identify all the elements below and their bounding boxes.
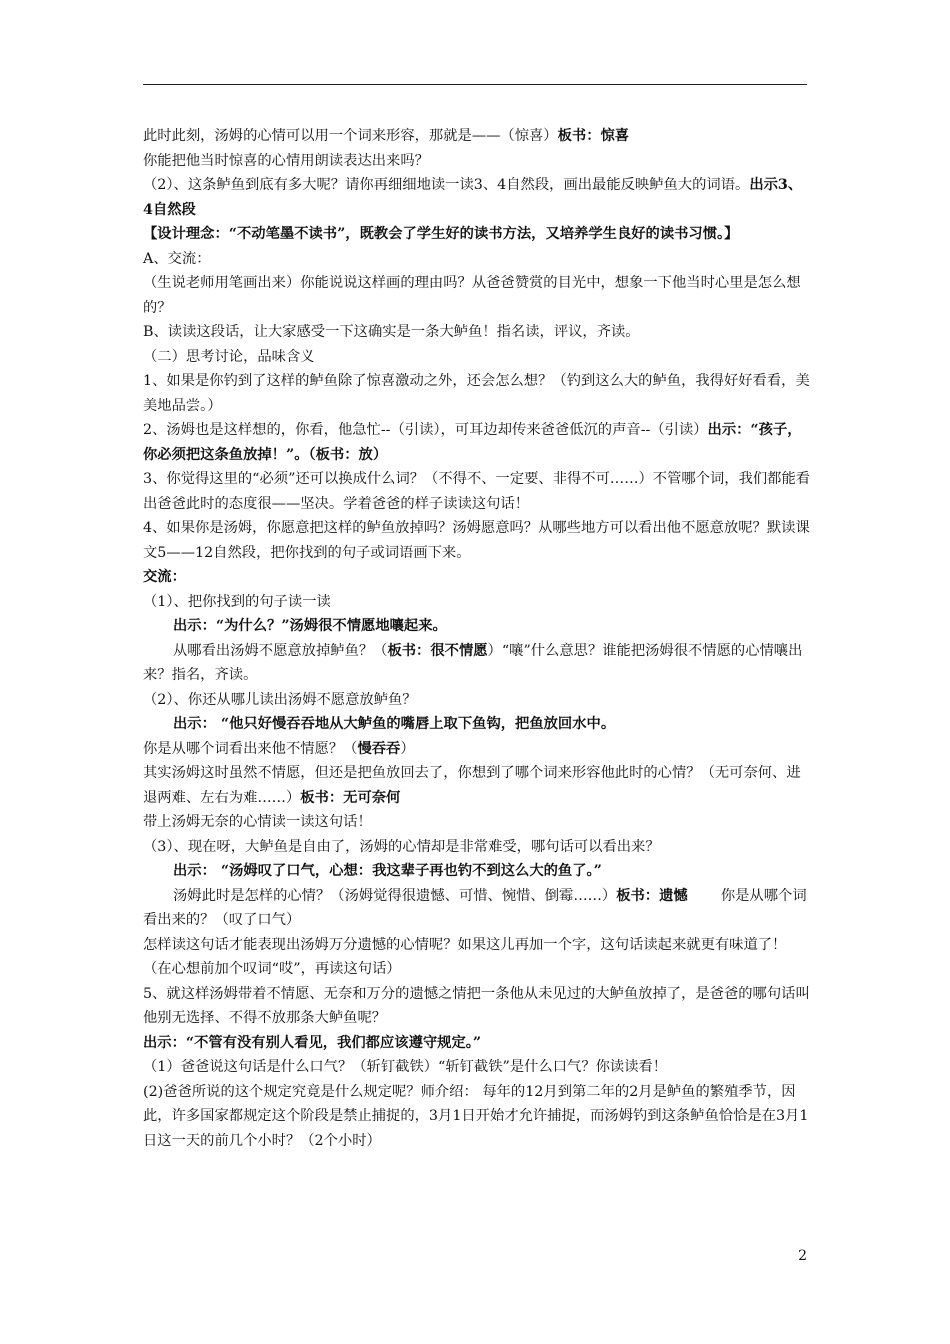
paragraph: [143, 884, 811, 933]
paragraph: [143, 639, 811, 688]
paragraph: [143, 688, 811, 713]
text-run: ）: [400, 740, 415, 757]
paragraph: [143, 859, 811, 884]
paragraph: [143, 1031, 811, 1056]
text-run: （3）、现在呀，大鲈鱼是自由了，汤姆的心情却是非常难受，哪句话可以看出来？: [143, 838, 660, 855]
text-run: 1、如果是你钓到了这样的鲈鱼除了惊喜激动之外，还会怎么想？（钓到这么大的鲈鱼，我得好好看看，美美地品尝。）: [143, 373, 810, 414]
paragraph: [143, 369, 811, 418]
bold-text: 出示：“孩子，你必须把这条鱼放掉！”。（板书：放）: [143, 422, 802, 463]
paragraph: [143, 614, 811, 639]
text-run: 此时此刻，汤姆的心情可以用一个词来形容，那就是——（惊喜）: [143, 128, 558, 144]
paragraph: [143, 590, 811, 615]
bold-text: 交流：: [143, 569, 186, 585]
paragraph: [143, 712, 811, 737]
text-run: 带上汤姆无奈的心情读一读这句话！: [143, 814, 372, 830]
page-number: 2: [798, 1248, 807, 1264]
text-run: 5、就这样汤姆带着不情愿、无奈和万分的遗憾之情把一条他从未见过的大鲈鱼放掉了，是爸爸的哪句话叫他别无选择、不得不放那条大鲈鱼呢？: [143, 985, 810, 1026]
text-run: （1）、把你找到的句子读一读: [143, 593, 331, 610]
text-run: 从哪看出汤姆不愿意放掉鲈鱼？（: [173, 642, 388, 659]
text-run: B、读读这段话，让大家感受一下这确实是一条大鲈鱼！指名读，评议，齐读。: [143, 324, 640, 340]
paragraph: [143, 835, 811, 860]
text-run: 怎样读这句话才能表现出汤姆万分遗憾的心情呢？如果这儿再加一个字，这句话读起来就更有味道了！（在心想前加个叹词“哎”，再读这句话）: [143, 936, 787, 977]
text-run: （1）爸爸说这句话是什么口气？（斩钉截铁）“斩钉截铁”是什么口气？你读读看！: [143, 1059, 668, 1075]
text-run: （生说老师用笔画出来）你能说说这样画的理由吗？从爸爸赞赏的目光中，想象一下他当时心里是怎么想的？: [143, 275, 801, 316]
paragraph: [143, 810, 811, 835]
text-run: 2、汤姆也是这样想的，你看，他急忙--（引读），可耳边却传来爸爸低沉的声音--（引读）: [143, 422, 708, 438]
text-run: （二）思考讨论，品味含义: [143, 348, 315, 365]
bold-text: 出示： “汤姆叹了口气，心想：我这辈子再也钓不到这么大的鱼了。”: [173, 863, 602, 879]
paragraph: [143, 565, 811, 590]
paragraph: [143, 933, 811, 982]
paragraph: [143, 982, 811, 1031]
bold-text: 板书：无可奈何: [300, 789, 401, 806]
paragraph: [143, 247, 811, 272]
paragraph: [143, 173, 811, 222]
text-run: （2）、这条鲈鱼到底有多大呢？请你再细细地读一读3、4自然段，画出最能反映鲈鱼大的词语。: [143, 177, 750, 193]
text-run: 4、如果你是汤姆，你愿意把这样的鲈鱼放掉吗？汤姆愿意吗？从哪些地方可以看出他不愿意放呢？默读课文5——12自然段，把你找到的句子或词语画下来。: [143, 520, 810, 561]
paragraph: [143, 345, 811, 370]
text-run: 3、你觉得这里的“必须”还可以换成什么词？（不得不、一定要、非得不可……）不管哪个词，我们都能看出爸爸此时的态度很——坚决。学着爸爸的样子读读这句话！: [143, 471, 811, 512]
paragraph: [143, 1080, 811, 1154]
text-run: A、交流：: [143, 250, 211, 267]
text-run: ）“嚷”什么意思？谁能把汤姆很不情愿的心情嚷出来？指名，齐读。: [143, 642, 803, 683]
paragraph: [143, 1055, 811, 1080]
paragraph: [143, 761, 811, 810]
bold-text: 板书：很不情愿: [387, 642, 488, 659]
paragraph: [143, 737, 811, 762]
text-run: 其实汤姆这时虽然不情愿，但还是把鱼放回去了，你想到了哪个词来形容他此时的心情？（无可奈何、进退两难、左右为难……）: [143, 765, 801, 806]
bold-text: 出示3、4自然段: [143, 177, 803, 218]
text-run: 你是从哪个词看出来的？（叹了口气）: [143, 887, 807, 928]
text-run: 你是从哪个词看出来他不情愿？（: [143, 740, 358, 757]
bold-text: 出示：“为什么？”汤姆很不情愿地嚷起来。: [173, 618, 447, 634]
bold-text: 板书：惊喜: [557, 128, 630, 144]
paragraph: [143, 418, 811, 467]
document-body: [143, 124, 811, 1153]
paragraph: [143, 271, 811, 320]
paragraph: [143, 124, 811, 149]
paragraph: [143, 467, 811, 516]
paragraph: [143, 516, 811, 565]
paragraph: [143, 320, 811, 345]
text-run: （2）、你还从哪儿读出汤姆不愿意放鲈鱼？: [143, 691, 417, 708]
text-run: 你能把他当时惊喜的心情用朗读表达出来吗？: [143, 152, 429, 169]
text-run: 汤姆此时是怎样的心情？（汤姆觉得很遗憾、可惜、惋惜、倒霉……）: [173, 887, 617, 904]
bold-text: 【设计理念：“不动笔墨不读书”，既教会了学生好的读书方法，又培养学生良好的读书习惯。】: [143, 226, 739, 242]
bold-text: 出示： “他只好慢吞吞地从大鲈鱼的嘴唇上取下鱼钩，把鱼放回水中。: [173, 716, 616, 732]
bold-text: 慢吞吞: [357, 740, 401, 757]
bold-text: 板书：遗憾: [616, 887, 688, 904]
text-run: (2)爸爸所说的这个规定究竟是什么规定呢？师介绍： 每年的12月到第二年的2月是鲈鱼的繁殖季节，因此，许多国家都规定这个阶段是禁止捕捉的，3月1日开始才允许捕捉，而汤姆钓到这条鲈鱼恰恰是在3月1日这一天的前几个小时？（2个小时）: [143, 1083, 809, 1149]
bold-text: 出示：“不管有没有别人看见，我们都应该遵守规定。”: [143, 1034, 482, 1051]
paragraph: [143, 149, 811, 174]
paragraph: [143, 222, 811, 247]
header-rule: [143, 84, 807, 85]
